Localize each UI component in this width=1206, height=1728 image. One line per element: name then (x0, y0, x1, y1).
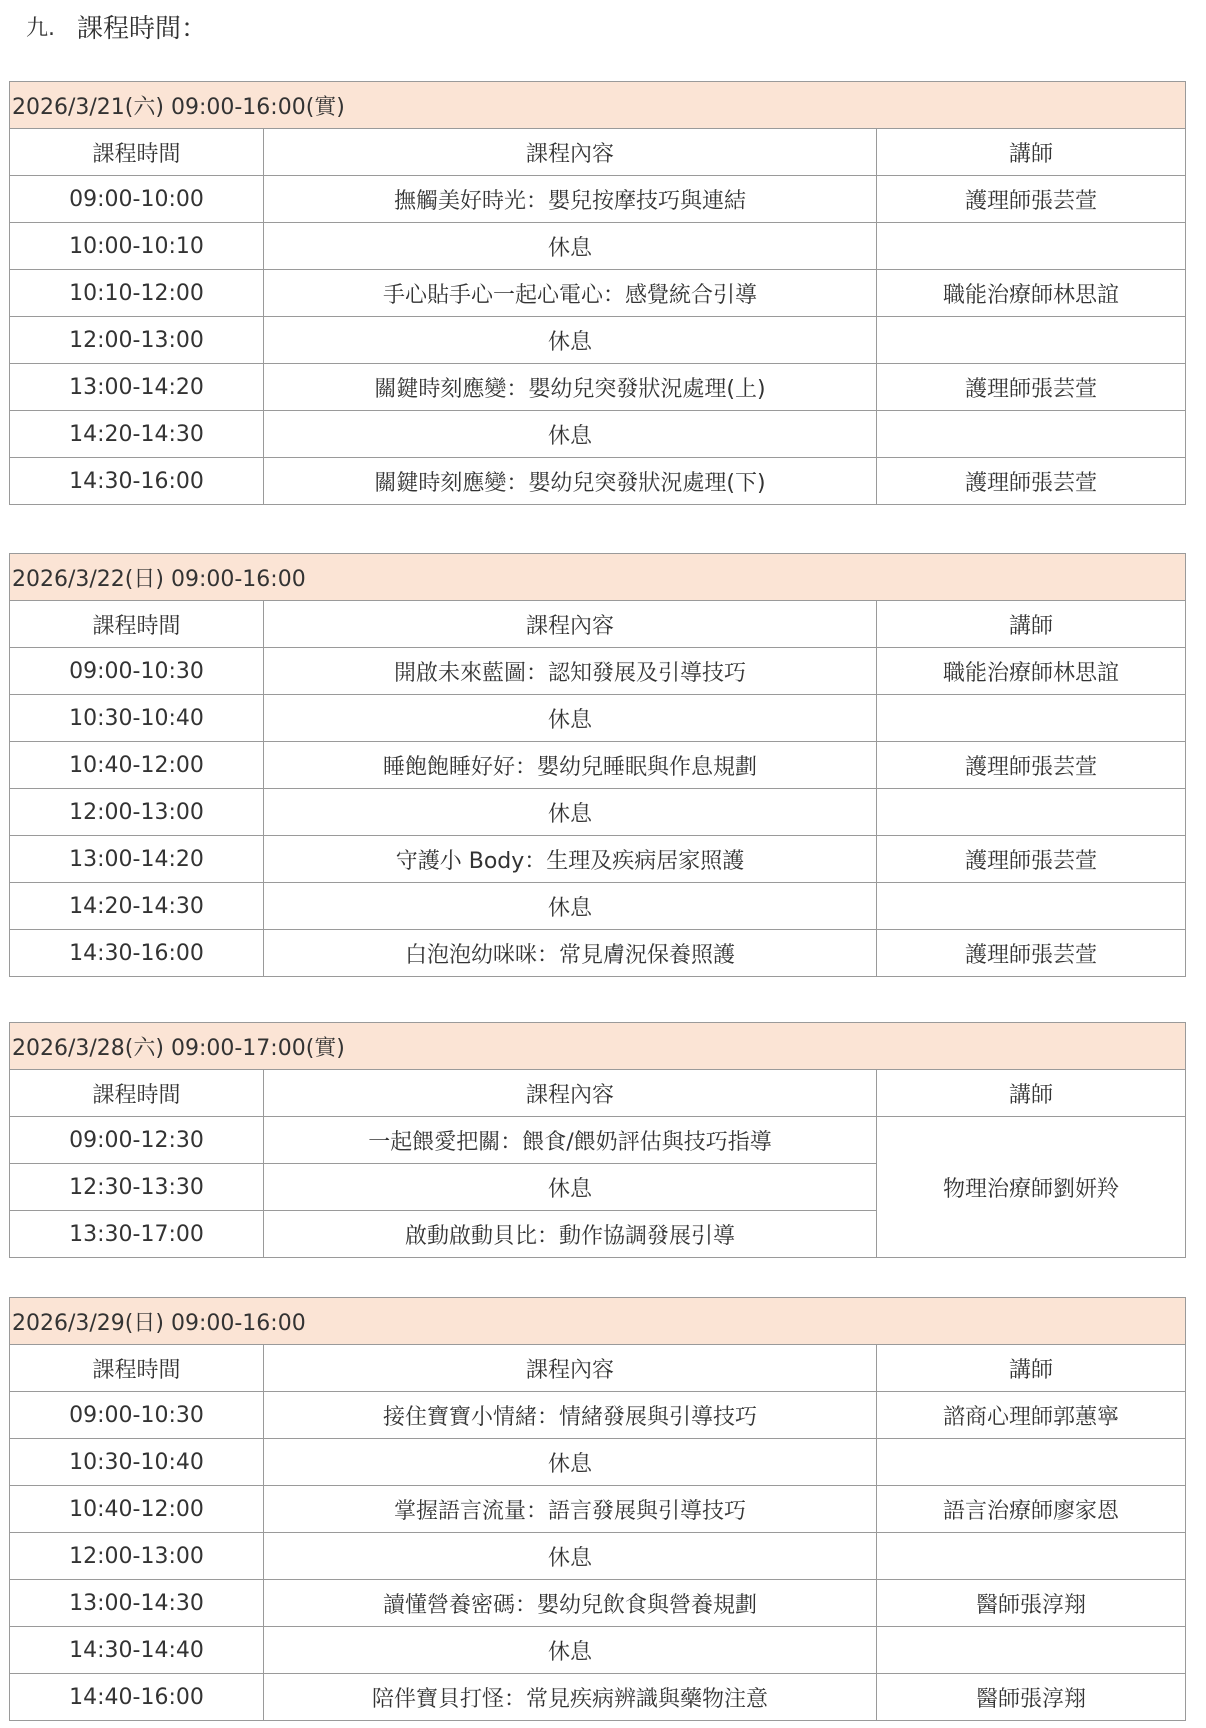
row-content: 休息 (264, 1627, 877, 1674)
table-row (10, 883, 1186, 930)
row-content: 接住寶寶小情緒：情緒發展與引導技巧 (264, 1392, 877, 1439)
table-row (10, 1674, 1186, 1721)
date-header: 2026/3/21(六) 09:00-16:00(實) (10, 82, 1186, 129)
row-lecturer (877, 1439, 1186, 1486)
row-lecturer: 護理師張芸萱 (877, 176, 1186, 223)
table-row (10, 1627, 1186, 1674)
row-lecturer: 語言治療師廖家恩 (877, 1486, 1186, 1533)
table-row (10, 836, 1186, 883)
row-content: 讀懂營養密碼：嬰幼兒飲食與營養規劃 (264, 1580, 877, 1627)
row-lecturer (877, 317, 1186, 364)
row-time: 10:40-12:00 (10, 1486, 264, 1533)
table-row (10, 695, 1186, 742)
row-lecturer (877, 223, 1186, 270)
row-lecturer: 職能治療師林思誼 (877, 270, 1186, 317)
row-lecturer: 護理師張芸萱 (877, 458, 1186, 505)
row-time: 13:00-14:20 (10, 364, 264, 411)
table-row (10, 1486, 1186, 1533)
row-content: 撫觸美好時光：嬰兒按摩技巧與連結 (264, 176, 877, 223)
row-time: 09:00-10:30 (10, 1392, 264, 1439)
table-row (10, 1439, 1186, 1486)
table-row (10, 648, 1186, 695)
row-content: 啟動啟動貝比：動作協調發展引導 (264, 1211, 877, 1258)
row-content: 掌握語言流量：語言發展與引導技巧 (264, 1486, 877, 1533)
table-row (10, 1117, 1186, 1164)
row-content: 休息 (264, 1533, 877, 1580)
row-lecturer (877, 411, 1186, 458)
table-row (10, 1392, 1186, 1439)
row-content: 休息 (264, 411, 877, 458)
row-content: 休息 (264, 695, 877, 742)
section-title: 課程時間： (77, 13, 208, 44)
row-content: 休息 (264, 223, 877, 270)
row-lecturer: 物理治療師劉妍羚 (877, 1117, 1186, 1258)
header-content: 課程內容 (264, 601, 877, 648)
header-content: 課程內容 (264, 129, 877, 176)
row-time: 10:10-12:00 (10, 270, 264, 317)
header-content: 課程內容 (264, 1345, 877, 1392)
row-lecturer (877, 695, 1186, 742)
row-content: 休息 (264, 317, 877, 364)
row-time: 14:30-14:40 (10, 1627, 264, 1674)
header-lecturer: 講師 (877, 1070, 1186, 1117)
row-time: 10:30-10:40 (10, 1439, 264, 1486)
row-lecturer: 職能治療師林思誼 (877, 648, 1186, 695)
row-time: 10:40-12:00 (10, 742, 264, 789)
table-row (10, 1533, 1186, 1580)
row-lecturer: 醫師張淳翔 (877, 1580, 1186, 1627)
row-time: 12:00-13:00 (10, 789, 264, 836)
table-row (10, 789, 1186, 836)
header-lecturer: 講師 (877, 601, 1186, 648)
table-row (10, 411, 1186, 458)
table-row (10, 930, 1186, 977)
header-lecturer: 講師 (877, 129, 1186, 176)
schedule-table-day-3 (9, 1022, 1186, 1258)
table-row (10, 317, 1186, 364)
row-content: 開啟未來藍圖：認知發展及引導技巧 (264, 648, 877, 695)
row-lecturer: 護理師張芸萱 (877, 930, 1186, 977)
row-time: 10:00-10:10 (10, 223, 264, 270)
row-time: 14:20-14:30 (10, 411, 264, 458)
row-time: 10:30-10:40 (10, 695, 264, 742)
table-row (10, 742, 1186, 789)
row-content: 關鍵時刻應變：嬰幼兒突發狀況處理(下) (264, 458, 877, 505)
section-number: 九. (26, 15, 55, 41)
table-row (10, 176, 1186, 223)
row-lecturer: 護理師張芸萱 (877, 364, 1186, 411)
row-content: 休息 (264, 789, 877, 836)
section-heading (26, 6, 207, 46)
date-header: 2026/3/22(日) 09:00-16:00 (10, 554, 1186, 601)
header-time: 課程時間 (10, 1345, 264, 1392)
row-content: 休息 (264, 1164, 877, 1211)
row-time: 13:30-17:00 (10, 1211, 264, 1258)
schedule-table-day-1 (9, 81, 1186, 505)
row-time: 14:30-16:00 (10, 930, 264, 977)
row-time: 12:30-13:30 (10, 1164, 264, 1211)
row-content: 睡飽飽睡好好：嬰幼兒睡眠與作息規劃 (264, 742, 877, 789)
row-lecturer (877, 883, 1186, 930)
row-time: 13:00-14:30 (10, 1580, 264, 1627)
row-content: 守護小 Body：生理及疾病居家照護 (264, 836, 877, 883)
header-lecturer: 講師 (877, 1345, 1186, 1392)
row-time: 13:00-14:20 (10, 836, 264, 883)
row-time: 14:30-16:00 (10, 458, 264, 505)
row-time: 14:20-14:30 (10, 883, 264, 930)
row-content: 陪伴寶貝打怪：常見疾病辨識與藥物注意 (264, 1674, 877, 1721)
row-lecturer: 醫師張淳翔 (877, 1674, 1186, 1721)
row-lecturer: 諮商心理師郭蕙寧 (877, 1392, 1186, 1439)
row-content: 休息 (264, 883, 877, 930)
row-time: 12:00-13:00 (10, 317, 264, 364)
table-row (10, 223, 1186, 270)
row-lecturer: 護理師張芸萱 (877, 742, 1186, 789)
header-time: 課程時間 (10, 601, 264, 648)
table-row (10, 458, 1186, 505)
schedule-table-day-2 (9, 553, 1186, 977)
row-time: 09:00-12:30 (10, 1117, 264, 1164)
table-row (10, 1580, 1186, 1627)
row-lecturer: 護理師張芸萱 (877, 836, 1186, 883)
row-content: 關鍵時刻應變：嬰幼兒突發狀況處理(上) (264, 364, 877, 411)
table-row (10, 270, 1186, 317)
row-lecturer (877, 1627, 1186, 1674)
header-time: 課程時間 (10, 1070, 264, 1117)
row-time: 09:00-10:00 (10, 176, 264, 223)
header-content: 課程內容 (264, 1070, 877, 1117)
row-content: 休息 (264, 1439, 877, 1486)
row-time: 12:00-13:00 (10, 1533, 264, 1580)
date-header: 2026/3/28(六) 09:00-17:00(實) (10, 1023, 1186, 1070)
header-time: 課程時間 (10, 129, 264, 176)
date-header: 2026/3/29(日) 09:00-16:00 (10, 1298, 1186, 1345)
row-lecturer (877, 1533, 1186, 1580)
row-content: 手心貼手心一起心電心：感覺統合引導 (264, 270, 877, 317)
row-content: 白泡泡幼咪咪：常見膚況保養照護 (264, 930, 877, 977)
row-lecturer (877, 789, 1186, 836)
table-row (10, 364, 1186, 411)
row-content: 一起餵愛把關：餵食/餵奶評估與技巧指導 (264, 1117, 877, 1164)
row-time: 09:00-10:30 (10, 648, 264, 695)
schedule-table-day-4 (9, 1297, 1186, 1721)
row-time: 14:40-16:00 (10, 1674, 264, 1721)
